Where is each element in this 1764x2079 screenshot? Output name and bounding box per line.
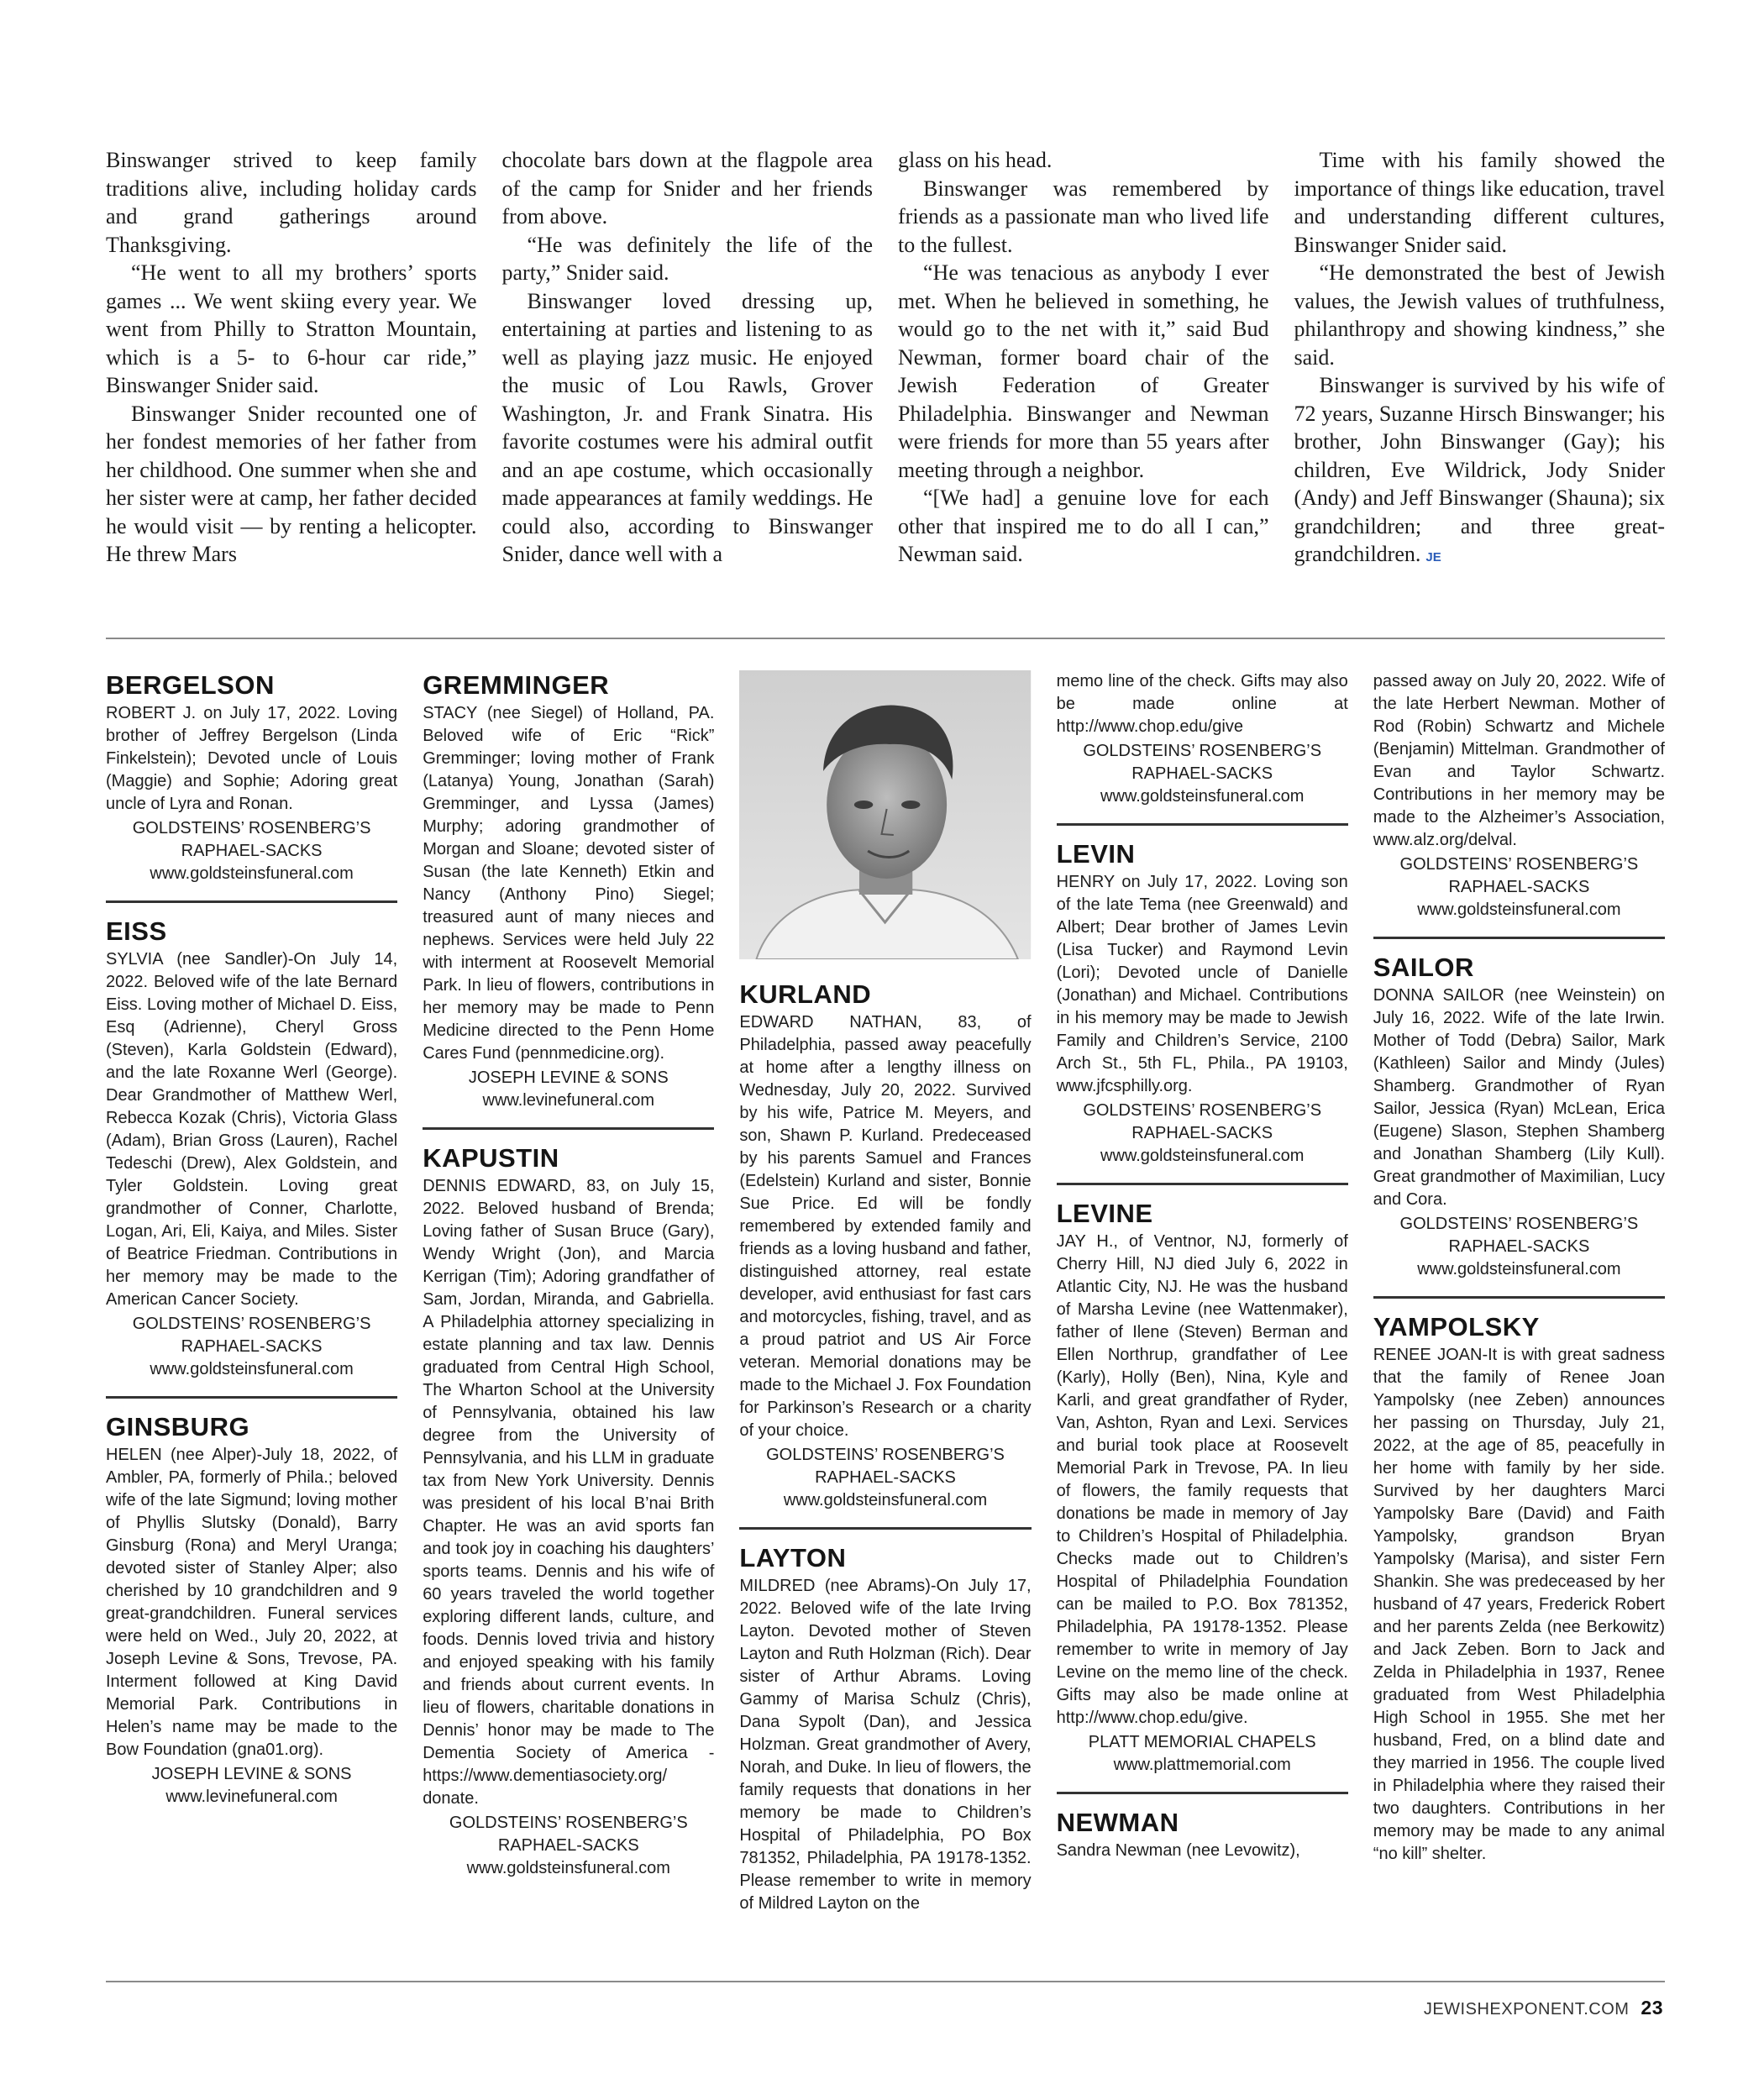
obit-kurland	[739, 979, 1031, 1527]
funeral-home-name: GOLDSTEINS’ ROSENBERG’S	[1399, 855, 1639, 874]
article-column-1	[106, 146, 477, 572]
obit-name: KURLAND	[739, 979, 872, 1009]
funeral-home-url: www.levinefuneral.com	[482, 1091, 655, 1110]
obit-column-5	[1373, 670, 1665, 1964]
obit-text: Sandra Newman (nee Levowitz),	[1056, 1841, 1300, 1860]
obit-text: memo line of the check. Gifts may also be made online at http://www.chop.edu/give	[1056, 672, 1348, 736]
funeral-home-name: GOLDSTEINS’ ROSENBERG’S	[449, 1814, 688, 1832]
page-number: 23	[1641, 1997, 1663, 2019]
obit-bergelson	[106, 670, 397, 900]
obit-gremminger	[423, 670, 714, 1127]
obit-name: KAPUSTIN	[423, 1143, 559, 1173]
funeral-home-name: GOLDSTEINS’ ROSENBERG’S	[1083, 742, 1322, 760]
article-paragraph: “He demonstrated the best of Jewish values, the Jewish values of truthfulness, philanthropy and showing kindness,” she said.	[1294, 260, 1665, 370]
article-paragraph: chocolate bars down at the flagpole area of the camp for Snider and her friends from above.	[501, 148, 873, 228]
obit-newman	[1057, 1792, 1348, 1877]
obit-kapustin	[423, 1127, 714, 1895]
funeral-home-name-line2: RAPHAEL-SACKS	[1131, 764, 1273, 783]
obit-column-1	[106, 670, 397, 1964]
obit-levine	[1057, 1183, 1348, 1792]
article-paragraph: “He was definitely the life of the party,” Snider said.	[501, 232, 873, 285]
article-column-2	[502, 146, 874, 572]
article-column-4	[1294, 146, 1666, 572]
funeral-home-url: www.goldsteinsfuneral.com	[783, 1491, 988, 1509]
funeral-home-url: www.goldsteinsfuneral.com	[150, 864, 354, 883]
obit-layton-continued	[1057, 670, 1348, 823]
obit-name: NEWMAN	[1056, 1808, 1179, 1837]
obit-name: LEVIN	[1056, 839, 1136, 869]
obit-name: GINSBURG	[106, 1412, 250, 1441]
obit-text: MILDRED (nee Abrams)-On July 17, 2022. Beloved wife of the late Irving Layton. Devoted mother of Steven Layton and Ruth Holzman (Rich). Dear sister of Arthur Abrams. Loving Gammy of Marisa Schulz (Chris), Dana Sypolt (Dan), and Jessica Holzman. Great grandmother of Avery, Norah, and Duke. In lieu of flowers, the family requests that donations in her memory be made to Children’s Hospital of Philadelphia, PO Box 781352, Philadelphia, PA 19178-1352. Please remember to write in memory of Mildred Layton on the	[739, 1577, 1032, 1913]
publication-url: JEWISHEXPONENT.COM	[1423, 2000, 1630, 2019]
obit-text: DONNA SAILOR (nee Weinstein) on July 16, 2022. Wife of the late Irwin. Mother of Todd (Debra) Sailor, Mark (Kathleen) Sailor and Mindy (Jules) Shamberg. Grandmother of Ryan Sailor, Jessica (Ryan) McLean, Erica (Eugene) Slason, Stephen Shamberg and Jonathan Shamberg (Lily Kull). Great grandmother of Maximilian, Lucy and Cora.	[1373, 986, 1665, 1209]
funeral-home-name: GOLDSTEINS’ ROSENBERG’S	[1083, 1101, 1322, 1120]
obit-text: passed away on July 20, 2022. Wife of the late Herbert Newman. Mother of Rod (Robin) Schwartz and Michele (Benjamin) Mittelman. Grandmother of Evan and Taylor Schwartz. Contributions in her memory may be made to the Alzheimer’s Association, www.alz.org/delval.	[1373, 672, 1665, 849]
obit-sailor	[1373, 937, 1665, 1296]
obit-column-2	[423, 670, 714, 1964]
funeral-home-name-line2: RAPHAEL-SACKS	[815, 1468, 956, 1487]
article-paragraph: “He was tenacious as anybody I ever met. When he believed in something, he would go to the net with it,” said Bud Newman, former board chair of the Jewish Federation of Greater Philadelphia. Binswanger and Newman were friends for more than 55 years after meeting through a neighbor.	[898, 260, 1269, 482]
funeral-home-url: www.goldsteinsfuneral.com	[1100, 787, 1305, 806]
funeral-home-url: www.levinefuneral.com	[165, 1788, 338, 1806]
funeral-home-name: JOSEPH LEVINE & SONS	[151, 1765, 352, 1783]
article-last-text: Binswanger is survived by his wife of 72 years, Suzanne Hirsch Binswanger; his brother, John Binswanger (Gay); his children, Eve Wildrick, Jody Snider (Andy) and Jeff Binswanger (Shauna); six grandchildren; and three great-grandchildren.	[1294, 373, 1665, 566]
funeral-home-url: www.goldsteinsfuneral.com	[1417, 900, 1621, 919]
article-paragraph: Time with his family showed the importance of things like education, travel and understanding different cultures, Binswanger Snider said.	[1294, 148, 1665, 257]
obit-text: EDWARD NATHAN, 83, of Philadelphia, passed away peacefully at home after a lengthy illness on Wednesday, July 20, 2022. Survived by his wife, Patrice M. Meyers, and son, Shawn P. Kurland. Predeceased by his parents Samuel and Frances (Edelstein) Kurland and sister, Bonnie Sue Price. Ed will be fondly remembered by extended family and friends as a loving husband and father, distinguished attorney, real estate developer, avid enthusiast for fast cars and motorcycles, fishing, travel, and as a proud patriot and US Air Force veteran. Memorial donations may be made to the Michael J. Fox Foundation for Parkinson’s Research or a charity of your choice.	[739, 1013, 1032, 1440]
page-footer	[1424, 1997, 1663, 2019]
funeral-home-name: GOLDSTEINS’ ROSENBERG’S	[1399, 1215, 1639, 1233]
funeral-home-url: www.goldsteinsfuneral.com	[1100, 1147, 1305, 1165]
funeral-home-url: www.goldsteinsfuneral.com	[466, 1859, 670, 1877]
section-divider-top	[106, 638, 1665, 639]
funeral-home-name-line2: RAPHAEL-SACKS	[1131, 1124, 1273, 1142]
obit-name: LEVINE	[1056, 1199, 1153, 1228]
obit-text: SYLVIA (nee Sandler)-On July 14, 2022. Beloved wife of the late Bernard Eiss. Loving mother of Michael D. Eiss, Esq (Adrienne), Cheryl Gross (Steven), Karla Goldstein (Edward), and the late Roxanne Werl (George). Dear Grandmother of Matthew Werl, Rebecca Kozak (Chris), Victoria Glass (Adam), Brian Gross (Lauren), Rachel Tedeschi (Drew), Alex Goldstein, and Tyler Goldstein. Loving great grandmother of Conner, Charlotte, Logan, Ari, Eli, Kaiya, and Miles. Sister of Beatrice Friedman. Contributions in her memory may be made to the American Cancer Society.	[106, 950, 398, 1309]
obit-text: STACY (nee Siegel) of Holland, PA. Beloved wife of Eric “Rick” Gremminger; loving mother of Frank (Latanya) Young, Jonathan (Sarah) Gremminger, and Lyssa (James) Murphy; adoring grandmother of Morgan and Sloane; devoted sister of Susan (the late Kenneth) Etkin and Nancy (Anthony Pino) Siegel; treasured aunt of many nieces and nephews. Services were held July 22 with interment at Roosevelt Memorial Park. In lieu of flowers, contributions in her memory may be made to Penn Medicine directed to the Penn Home Cares Fund (pennmedicine.org).	[423, 704, 715, 1063]
section-divider-bottom	[106, 1981, 1665, 1982]
funeral-home-url: www.goldsteinsfuneral.com	[150, 1360, 354, 1378]
obit-text: JAY H., of Ventnor, NJ, formerly of Cherry Hill, NJ died July 6, 2022 in Atlantic City, NJ. He was the husband of Marsha Levine (nee Wattenmaker), father of Ilene (Steven) Berman and Ellen Northrup, grandfather of Lee (Karly), Holly (Ben), Nina, Kyle and Karli, and great grandfather of Ryder, Van, Ashton, Ryan and Lexi. Services and burial took place at Roosevelt Memorial Park in Trevose, PA. In lieu of flowers, the family requests that donations be made in memory of Jay to Children’s Hospital of Philadelphia. Checks made out to Children’s Hospital of Philadelphia Foundation can be mailed to P.O. Box 781352, Philadelphia, PA 19178-1352. Please remember to write in memory of Jay Levine on the memo line of the check. Gifts may also be made online at http://www.chop.edu/give.	[1056, 1232, 1348, 1727]
obit-text: DENNIS EDWARD, 83, on July 15, 2022. Beloved husband of Brenda; Loving father of Susan Bruce (Gary), Wendy Wright (Jon), and Marcia Kerrigan (Tim); Adoring grandfather of Sam, Jordan, Miranda, and Gabriella. A Philadelphia attorney specializing in estate planning and tax law. Dennis graduated from Central High School, The Wharton School at the University of Pennsylvania, obtained his law degree from the University of Pennsylvania, and his LLM in graduate tax from New York University. Dennis was president of his local B’nai Brith Chapter. He was an avid sports fan and took joy in coaching his daughters’ sports teams. Dennis and his wife of 60 years traveled the world together exploring different lands, culture, and foods. Dennis loved trivia and history and enjoyed speaking with his family and friends about current events. In lieu of flowers, charitable donations in Dennis’ honor may be made to The Dementia Society of America - https://www.dementiasociety.org/ donate.	[423, 1177, 715, 1808]
obit-name: BERGELSON	[106, 670, 275, 700]
obit-name: LAYTON	[739, 1543, 847, 1572]
obituaries-section	[106, 670, 1665, 1964]
obit-newman-continued	[1373, 670, 1665, 937]
obit-text: HENRY on July 17, 2022. Loving son of the late Tema (nee Greenwald) and Albert; Dear brother of James Levin (Lisa Tucker) and Raymond Levin (Lori); Devoted uncle of Danielle (Jonathan) and Michael. Contributions in his memory may be made to Jewish Family and Children’s Service, 2100 Arch St., 5th FL, Phila., PA 19103, www.jfcsphilly.org.	[1056, 873, 1348, 1095]
funeral-home-name: PLATT MEMORIAL CHAPELS	[1088, 1733, 1316, 1751]
obit-levin	[1057, 823, 1348, 1183]
funeral-home-url: www.plattmemorial.com	[1113, 1756, 1291, 1774]
funeral-home-name: GOLDSTEINS’ ROSENBERG’S	[132, 1315, 371, 1333]
obit-name: EISS	[106, 916, 167, 946]
funeral-home-name: JOSEPH LEVINE & SONS	[468, 1068, 669, 1087]
article-paragraph: “He went to all my brothers’ sports games ... We went skiing every year. We went from Philly to Stratton Mountain, which is a 5- to 6-hour car ride,” Binswanger Snider said.	[106, 260, 477, 397]
article-paragraph: Binswanger strived to keep family traditions alive, including holiday cards and grand gatherings around Thanksgiving.	[106, 148, 477, 257]
funeral-home-name-line2: RAPHAEL-SACKS	[181, 1337, 323, 1356]
funeral-home-name: GOLDSTEINS’ ROSENBERG’S	[132, 819, 371, 837]
obit-name: GREMMINGER	[423, 670, 610, 700]
obit-column-4	[1057, 670, 1348, 1964]
obit-name: SAILOR	[1373, 953, 1474, 982]
obit-text: HELEN (nee Alper)-July 18, 2022, of Ambler, PA, formerly of Phila.; beloved wife of the late Sigmund; loving mother of Phyllis Slutsky (Donald), Barry Ginsburg (Rona) and Meryl Uranga; devoted sister of Stanley Alper; also cherished by 10 grandchildren and 9 great-grandchildren. Funeral services were held on Wed., July 20, 2022, at Joseph Levine & Sons, Trevose, PA. Interment followed at King David Memorial Park. Contributions in Helen’s name may be made to the Bow Foundation (gna01.org).	[106, 1446, 398, 1759]
article-paragraph: Binswanger was remembered by friends as a passionate man who lived life to the fullest.	[898, 176, 1269, 257]
article-paragraph: “[We had] a genuine love for each other that inspired me to do all I can,” Newman said.	[898, 486, 1269, 566]
portrait-photo	[739, 670, 1031, 959]
obit-name: YAMPOLSKY	[1373, 1312, 1540, 1341]
funeral-home-url: www.goldsteinsfuneral.com	[1417, 1260, 1621, 1278]
obit-text: RENEE JOAN-It is with great sadness that the family of Renee Joan Yampolsky (nee Zeben) announces her passing on Thursday, July 21, 2022, at the age of 85, peacefully in her home with family by her side. Survived by her daughters Marci Yampolsky Bare (David) and Faith Yampolsky, grandson Bryan Yampolsky (Marisa), and sister Fern Shankin. She was predeceased by her husband of 47 years, Frederick Robert and her parents Zelda (nee Berkowitz) and Jack Zeben. Born to Jack and Zelda in Philadelphia in 1937, Renee graduated from West Philadelphia High School in 1955. She met her husband, Fred, on a blind date and they married in 1956. The couple lived in Philadelphia where they raised their two daughters. Contributions in her memory may be made to any animal “no kill” shelter.	[1373, 1346, 1665, 1863]
funeral-home-name-line2: RAPHAEL-SACKS	[1448, 1237, 1590, 1256]
funeral-home-name-line2: RAPHAEL-SACKS	[181, 842, 323, 860]
obit-column-3	[739, 670, 1031, 1964]
article-signoff-logo: JE	[1425, 550, 1441, 564]
article-paragraph	[1294, 371, 1666, 572]
obit-eiss	[106, 900, 397, 1396]
article-paragraph: Binswanger loved dressing up, entertaining at parties and listening to as well as playing jazz music. He enjoyed the music of Lou Rawls, Grover Washington, Jr. and Frank Sinatra. His favorite costumes were his admiral outfit and an ape costume, which occasionally made appearances at family weddings. He could also, according to Binswanger Snider, dance well with a	[501, 288, 873, 566]
article-paragraph: glass on his head.	[898, 148, 1053, 172]
obit-ginsburg	[106, 1396, 397, 1824]
article-paragraph: Binswanger Snider recounted one of her fondest memories of her father from her childhood. One summer when she and her sister were at camp, her father decided he would visit — by renting a helicopter. He threw Mars	[106, 401, 477, 566]
obit-text: ROBERT J. on July 17, 2022. Loving brother of Jeffrey Bergelson (Linda Finkelstein); Devoted uncle of Louis (Maggie) and Sophie; Adoring great uncle of Lyra and Ronan.	[106, 704, 398, 813]
funeral-home-name-line2: RAPHAEL-SACKS	[497, 1836, 639, 1855]
obit-layton	[739, 1527, 1031, 1930]
article-column-3	[898, 146, 1269, 572]
funeral-home-name: GOLDSTEINS’ ROSENBERG’S	[766, 1446, 1005, 1464]
funeral-home-name-line2: RAPHAEL-SACKS	[1448, 878, 1590, 896]
obit-yampolsky	[1373, 1296, 1665, 1881]
article-continuation	[106, 146, 1665, 572]
